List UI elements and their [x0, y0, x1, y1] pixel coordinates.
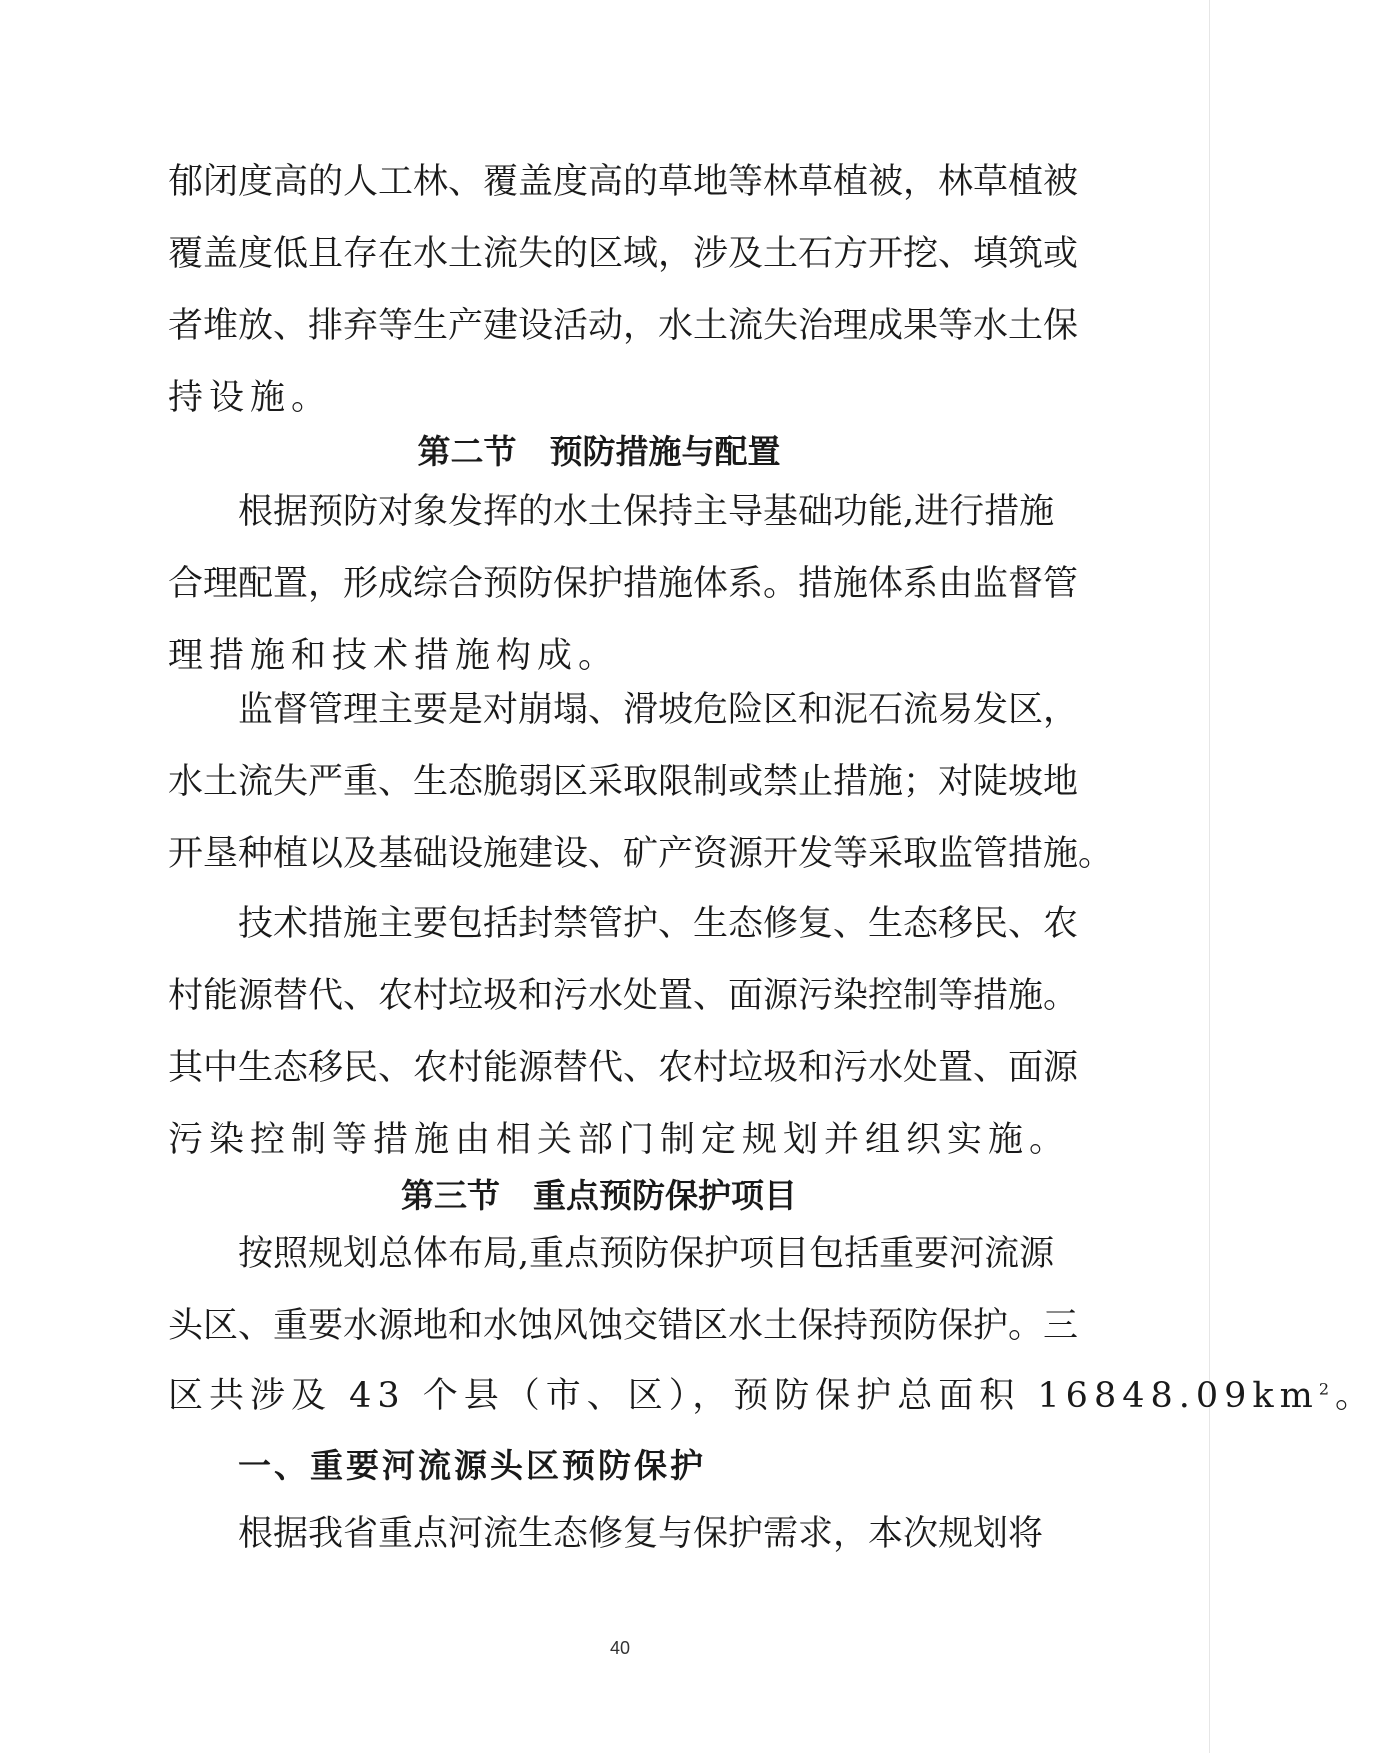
- line-text: 污染控制等措施由相关部门制定规划并组织实施。: [168, 1120, 1071, 1160]
- text-line: [238, 1230, 1055, 1278]
- text-line: [168, 1116, 1071, 1164]
- text-line: [168, 632, 1030, 680]
- line-text: 根据我省重点河流生态修复与保护需求，本次规划将: [238, 1514, 1044, 1554]
- line-text: 区共涉及 43 个县（市、区），预防保护总面积 16848.09km: [168, 1376, 1319, 1416]
- text-line: [168, 560, 1079, 608]
- subsection-heading: [238, 1442, 1030, 1490]
- text-line: [168, 374, 1030, 422]
- text-line: [168, 758, 1079, 806]
- text-line: [238, 900, 1079, 948]
- text-line: [238, 686, 1079, 734]
- section-heading: [168, 428, 1030, 476]
- page-edge: [1209, 0, 1210, 1753]
- text-line: [168, 1302, 1079, 1350]
- line-text: 头区、重要水源地和水蚀风蚀交错区水土保持预防保护。三: [168, 1306, 1079, 1346]
- line-text: 根据预防对象发挥的水土保持主导基础功能,进行措施: [238, 492, 1055, 532]
- line-text: 持设施。: [168, 378, 333, 418]
- line-text: 村能源替代、农村垃圾和污水处置、面源污染控制等措施。: [168, 976, 1079, 1016]
- text-line: [168, 230, 1079, 278]
- text-line: [238, 1510, 1044, 1558]
- line-text: 监督管理主要是对崩塌、滑坡危险区和泥石流易发区，: [238, 690, 1079, 730]
- line-tail: 。: [1335, 1376, 1376, 1416]
- line-text: 覆盖度低且存在水土流失的区域，涉及土石方开挖、填筑或: [168, 234, 1079, 274]
- text-line: [168, 1372, 1376, 1420]
- line-text: 水土流失严重、生态脆弱区采取限制或禁止措施；对陡坡地: [168, 762, 1079, 802]
- text-line: [168, 972, 1079, 1020]
- text-line: [168, 830, 1114, 878]
- line-text: 技术措施主要包括封禁管护、生态修复、生态移民、农: [238, 904, 1079, 944]
- text-line: [168, 1044, 1079, 1092]
- text-line: [168, 158, 1079, 206]
- page-number: 40: [609, 1638, 631, 1658]
- line-text: 一、重要河流源头区预防保护: [238, 1446, 706, 1485]
- line-text: 者堆放、排弃等生产建设活动，水土流失治理成果等水土保: [168, 306, 1079, 346]
- line-text: 按照规划总体布局,重点预防保护项目包括重要河流源: [238, 1234, 1055, 1274]
- line-text: 其中生态移民、农村能源替代、农村垃圾和污水处置、面源: [168, 1048, 1079, 1088]
- line-text: 合理配置，形成综合预防保护措施体系。措施体系由监督管: [168, 564, 1079, 604]
- text-line: [168, 302, 1079, 350]
- section-heading: [168, 1172, 1030, 1220]
- line-text: 理措施和技术措施构成。: [168, 636, 620, 676]
- line-text: 第二节 预防措施与配置: [417, 432, 781, 471]
- line-text: 郁闭度高的人工林、覆盖度高的草地等林草植被，林草植被: [168, 162, 1079, 202]
- text-line: [238, 488, 1055, 536]
- superscript: 2: [1318, 1379, 1336, 1399]
- line-text: 第三节 重点预防保护项目: [401, 1176, 797, 1215]
- line-text: 开垦种植以及基础设施建设、矿产资源开发等采取监管措施。: [168, 834, 1114, 874]
